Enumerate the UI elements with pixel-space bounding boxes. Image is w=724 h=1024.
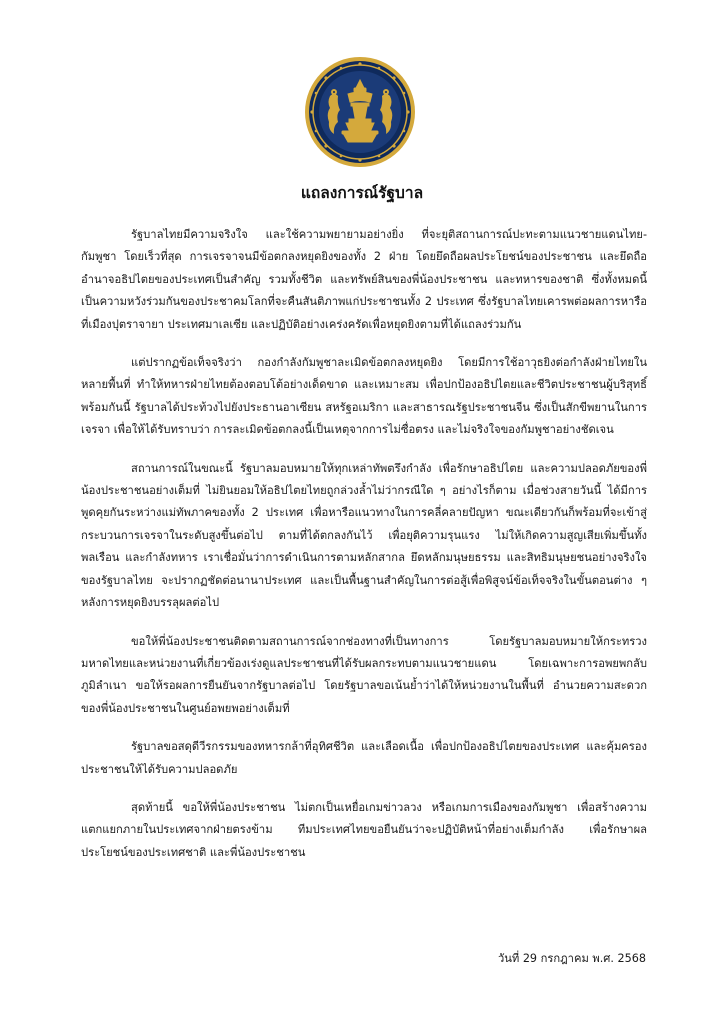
paragraph: สุดท้ายนี้ ขอให้พี่น้องประชาชน ไม่ตกเป็นเหยื่อเกมข่าวลวง หรือเกมการเมืองของกัมพูชา เพื่อสร้างความแตกแยกภายในประเทศจากฝ่ายตรงข้าม ทีมประเทศไทยขอยืนยันว่าจะปฏิบัติหน้าที่อย่างเต็มกำลัง เพื่อรักษาผลประโยชน์ของประเทศชาติ และพี่น้องประชาชน [81, 800, 647, 859]
paragraph: รัฐบาลขอสดุดีวีรกรรมของทหารกล้าที่อุทิศชีวิต และเลือดเนื้อ เพื่อปกป้องอธิปไตยของประเทศ และคุ้มครองประชาชนให้ได้รับความปลอดภัย [81, 740, 647, 776]
statement-date: วันที่ 29 กรกฎาคม พ.ศ. 2568 [497, 952, 646, 965]
paragraph: รัฐบาลไทยมีความจริงใจ และใช้ความพยายามอย่างยิ่ง ที่จะยุติสถานการณ์ปะทะตามแนวชายแดนไทย-กัมพูชา โดยเร็วที่สุด การเจรจาจนมีข้อตกลงหยุดยิงของทั้ง 2 ฝ่าย โดยยึดถือผลประโยชน์ของประชาชน และยึดถืออำนาจอธิปไตยของประเทศเป็นสำคัญ รวมทั้งชีวิต และทรัพย์สินของพี่น้องประชาชน และทหารของชาติ ซึ่งทั้งหมดนี้เป็นความหวังร่วมกันของประชาคมโลกที่จะคืนสันติภาพแก่ประชาชนทั้ง 2 ประเทศ ซึ่งรัฐบาลไทยเคารพต่อผลการหารือที่เมืองปุตราจายา ประเทศมาเลเซีย และปฏิบัติอย่างเคร่งครัดเพื่อหยุดยิงตามที่ได้แถลงร่วมกัน [81, 228, 647, 331]
paragraph: สถานการณ์ในขณะนี้ รัฐบาลมอบหมายให้ทุกเหล่าทัพตรึงกำลัง เพื่อรักษาอธิปไตย และความปลอดภัยของพี่น้องประชาชนอย่างเต็มที่ ไม่ยินยอมให้อธิปไตยไทยถูกล่วงล้ำไม่ว่ากรณีใด ๆ อย่างไรก็ตาม เมื่อช่วงสายวันนี้ ได้มีการพูดคุยกันระหว่างแม่ทัพภาคของทั้ง 2 ประเทศ เพื่อหารือแนวทางในการคลี่คลายปัญหา ขณะเดียวกันก็พร้อมที่จะเข้าสู่กระบวนการเจรจาในระดับสูงขึ้นต่อไป ตามที่ได้ตกลงกันไว้ เพื่อยุติความรุนแรง ไม่ให้เกิดความสูญเสียเพิ่มขึ้นทั้งพลเรือน และกำลังทหาร เราเชื่อมั่นว่าการดำเนินการตามหลักสากล ยึดหลักมนุษยธรรม และสิทธิมนุษยชนอย่างจริงใจของรัฐบาลไทย จะปรากฏชัดต่อนานาประเทศ และเป็นพื้นฐานสำคัญในการต่อสู้เพื่อพิสูจน์ข้อเท็จจริงในขั้นตอนต่าง ๆ หลังการหยุดยิงบรรลุผลต่อไป [81, 461, 647, 610]
statement-title: แถลงการณ์รัฐบาล [300, 184, 424, 202]
paragraph: ขอให้พี่น้องประชาชนติดตามสถานการณ์จากช่องทางที่เป็นทางการ โดยรัฐบาลมอบหมายให้กระทรวงมหาดไทยและหน่วยงานที่เกี่ยวข้องเร่งดูแลประชาชนที่ได้รับผลกระทบตามแนวชายแดน โดยเฉพาะการอพยพกลับภูมิลำเนา ขอให้รอผลการยืนยันจากรัฐบาลต่อไป โดยรัฐบาลขอเน้นย้ำว่าได้ให้หน่วยงานในพื้นที่ อำนวยความสะดวกของพี่น้องประชาชนในศูนย์อพยพอย่างเต็มที่ [81, 634, 647, 715]
statement-body [81, 224, 647, 880]
thai-government-seal-icon [304, 56, 416, 168]
paragraph: แต่ปรากฏข้อเท็จจริงว่า กองกำลังกัมพูชาละเมิดข้อตกลงหยุดยิง โดยมีการใช้อาวุธยิงต่อกำลังฝ่ายไทยในหลายพื้นที่ ทำให้ทหารฝ่ายไทยต้องตอบโต้อย่างเด็ดขาด และเหมาะสม เพื่อปกป้องอธิปไตยและชีวิตประชาชนผู้บริสุทธิ์ พร้อมกันนี้ รัฐบาลได้ประท้วงไปยังประธานอาเซียน สหรัฐอเมริกา และสาธารณรัฐประชาชนจีน ซึ่งเป็นสักขีพยานในการเจรจา เพื่อให้ได้รับทราบว่า การละเมิดข้อตกลงนี้เป็นเหตุจากการไม่ซื่อตรง และไม่จริงใจของกัมพูชาอย่างชัดเจน [81, 356, 647, 437]
